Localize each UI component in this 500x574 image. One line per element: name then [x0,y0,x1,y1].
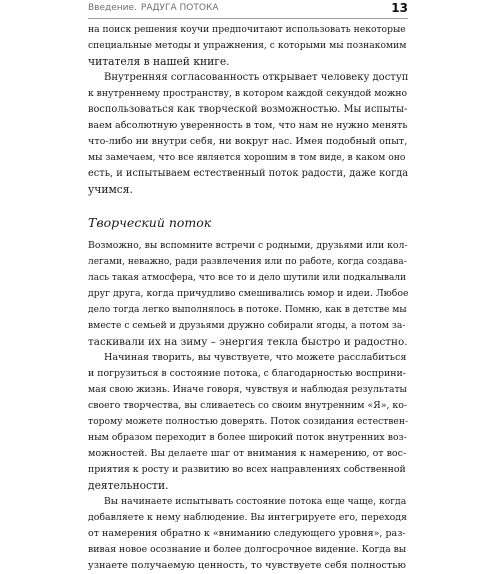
text-line: Вы начинаете испытывать состояние потока еще чаще, когда [104,496,407,507]
text-line: деятельности. [88,479,169,492]
section-heading: Творческий поток [88,215,212,230]
text-line: Внутренняя согласованность открывает человеку доступ [104,72,409,83]
text-line: на поиск решения коучи предпочитают использовать некоторые [88,24,406,35]
text-line: что-либо ни внутри себя, ни вокруг нас. Имея подобный опыт, [88,136,408,147]
section-label: Введение. [88,3,137,13]
text-line: от намерения обратно к «вниманию следующего уровня», раз- [88,528,406,539]
text-line: лась такая атмосфера, что все то и дело шутили или подкалывали [88,273,407,283]
running-header [88,0,408,19]
text-line: специальные методы и упражнения, с которыми мы познакомим [88,40,407,51]
text-line: друг друга, когда причудливо смешивались юмор и идеи. Любое [88,288,409,299]
page-number: 13 [391,1,408,15]
text-line: учимся. [88,183,133,196]
section-spacer [88,198,408,212]
text-line: дело тогда легко выполнялось в потоке. Помню, как в детстве мы [88,305,407,315]
text-line: ваем абсолютную уверенность в том, что нам не нужно менять [88,120,408,131]
text-line: есть, и испытываем естественный поток радости, даже когда [88,168,409,179]
text-line: приятия к росту и развитию во всех направлениях собственной [88,464,406,475]
page-body [88,22,408,574]
text-line: мая свою жизнь. Иначе говоря, чувствуя и наблюдая результаты [88,384,407,395]
text-line: воспользоваться как творческой возможностью. Мы испыты- [88,104,408,115]
text-line: к внутреннему пространству, в котором каждой секундой можно [88,88,408,99]
text-line: вивая новое осознание и более долгосрочное видение. Когда вы [88,544,407,555]
text-line: вместе с семьей и друзьями дружно собирали ягоды, а потом за- [88,320,406,331]
text-line: торому можете полностью доверять. Поток созидания естествен- [88,416,409,427]
text-line: добавляете к нему наблюдение. Вы интегрируете его, переходя [88,512,407,523]
text-line: легами, неважно, ради развлечения или по работе, когда создава- [88,257,407,267]
running-title [88,3,219,13]
chapter-title: РАДУГА ПОТОКА [140,3,219,13]
text-line: узнаете получаемую ценность, то чувствуете себя полностью [88,560,406,571]
text-line: Начиная творить, вы чувствуете, что можете расслабиться [104,352,407,363]
text-line: читателя в нашей книге. [88,55,230,68]
text-line: и погрузиться в состояние потока, с благодарностью восприни- [88,368,406,379]
text-line: Возможно, вы вспомните встречи с родными, друзьями или кол- [88,240,408,251]
text-line: таскивали их на зиму – энергия текла быстро и радостно. [88,336,408,348]
text-line: можностей. Вы делаете шаг от внимания к намерению, от вос- [88,448,407,459]
text-line: мы замечаем, что все является хорошим в том виде, в каком оно [88,152,406,163]
text-line: своего творчества, вы сливаетесь со своим внутренним «Я», ко- [88,400,408,411]
text-line: ным образом переходит в более широкий поток внутренних воз- [88,432,407,443]
